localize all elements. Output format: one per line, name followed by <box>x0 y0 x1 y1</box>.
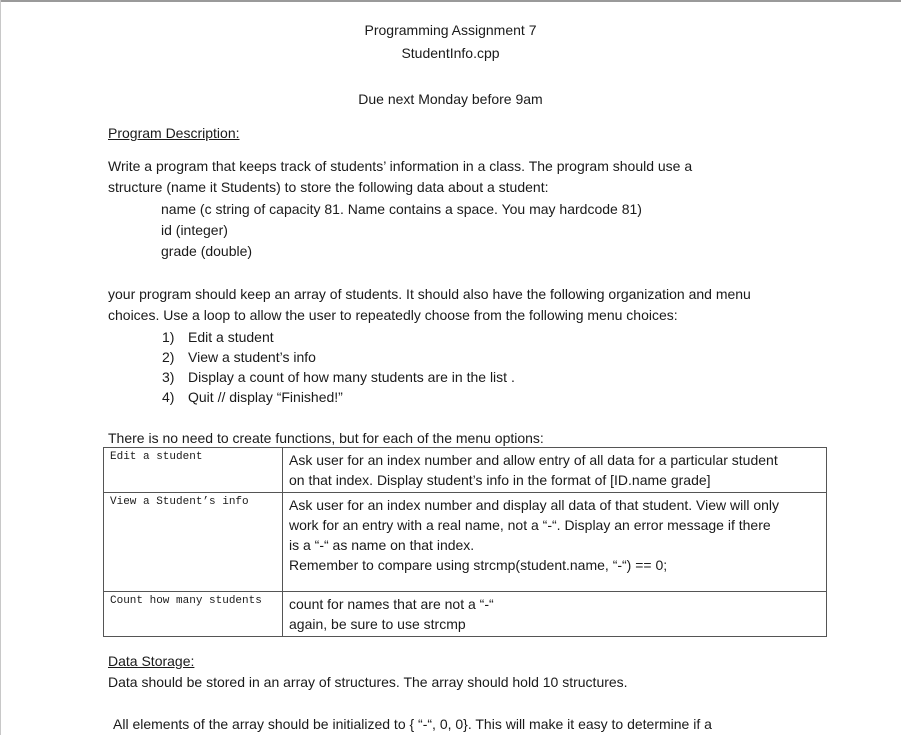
menu-choice: 1) Edit a student <box>162 329 274 345</box>
data-storage-heading: Data Storage: <box>108 653 195 669</box>
field-grade: grade (double) <box>161 243 253 259</box>
data-storage-line-2: All elements of the array should be initialized to { “-“, 0, 0}. This will make it easy to determine if a <box>113 716 712 732</box>
menu-text-line-2: choices. Use a loop to allow the user to repeatedly choose from the following menu choices: <box>108 307 678 323</box>
document-title: Programming Assignment 7 <box>364 22 537 38</box>
menu-choice: 4) Quit // display “Finished!” <box>162 389 343 405</box>
menu-choice: 3) Display a count of how many students are in the list . <box>162 369 515 385</box>
due-date: Due next Monday before 9am <box>358 91 543 107</box>
field-name: name (c string of capacity 81. Name contains a space. You may hardcode 81) <box>161 201 642 217</box>
table-row <box>104 448 827 493</box>
document-filename: StudentInfo.cpp <box>401 45 500 61</box>
intro-text-line-1: Write a program that keeps track of students’ information in a class. The program should use a <box>108 158 693 174</box>
option-cell: Count how many students <box>104 592 283 637</box>
menu-choice: 2) View a student’s info <box>162 349 316 365</box>
left-border <box>0 0 1 735</box>
intro-text-line-2: structure (name it Students) to store the following data about a student: <box>108 179 549 195</box>
program-description-heading: Program Description: <box>108 125 240 141</box>
description-cell: Ask user for an index number and display all data of that student. View will only work for an entry with a real name, not a “-“. Display an error message if there is a “-“ as name on that index. Remember to compare using strcmp(student.name, “-“) == 0; <box>283 493 827 592</box>
field-id: id (integer) <box>161 222 228 238</box>
option-cell: View a Student’s info <box>104 493 283 592</box>
table-row <box>104 592 827 637</box>
option-cell: Edit a student <box>104 448 283 493</box>
menu-choices-list <box>162 327 515 407</box>
menu-text-line-1: your program should keep an array of students. It should also have the following organization and menu <box>108 286 751 302</box>
top-border <box>0 0 901 2</box>
table-row <box>104 493 827 592</box>
description-cell: Ask user for an index number and allow entry of all data for a particular student on that index. Display student’s info in the format of [ID.name grade] <box>283 448 827 493</box>
menu-options-table <box>103 447 827 637</box>
no-functions-note: There is no need to create functions, but for each of the menu options: <box>108 430 544 446</box>
data-storage-line-1: Data should be stored in an array of structures. The array should hold 10 structures. <box>108 674 628 690</box>
description-cell: count for names that are not a “-“ again, be sure to use strcmp <box>283 592 827 637</box>
